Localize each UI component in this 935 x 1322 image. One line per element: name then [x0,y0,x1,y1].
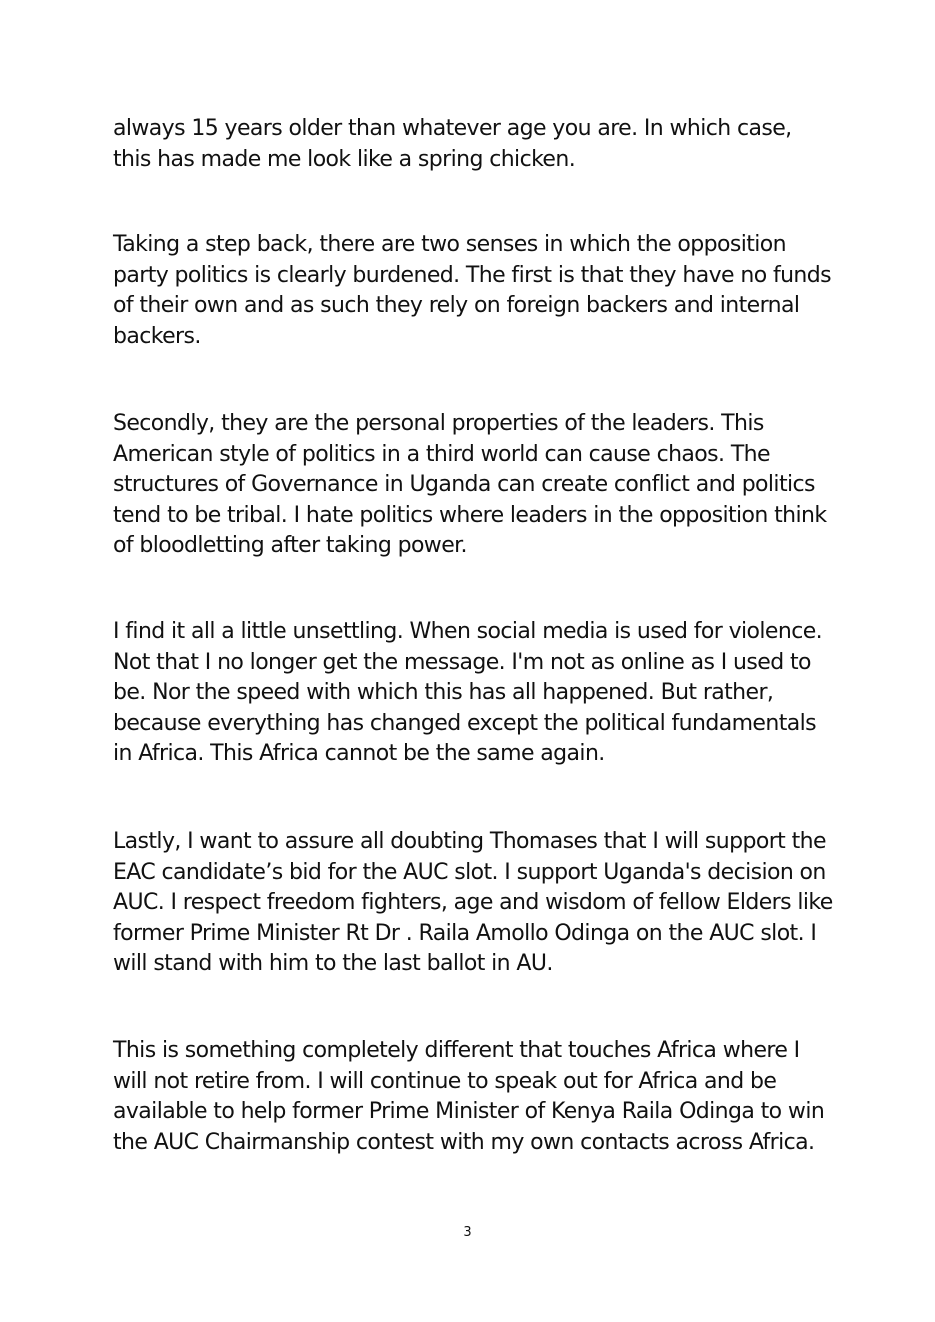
paragraph-social-media: I find it all a little unsettling. When social media is used for violence. Not that I no longer get the message. I'm not as online as I used to be. Nor the speed with which this has all happened. But rather, because everything has changed except the political fundamentals in Africa. This Africa cannot be the same again. [113,619,823,766]
paragraph-auc-support: Lastly, I want to assure all doubting Thomases that I will support the EAC candidate’s bid for the AUC slot. I support Uganda's decision on AUC. I respect freedom fighters, age and wisdom of fellow Elders like former Prime Minister Rt Dr . Raila Amollo Odinga on the AUC slot. I will stand with him to the last ballot in AU. [113,829,833,976]
paragraph-age-remark: always 15 years older than whatever age you are. In which case, this has made me look like a spring chicken. [113,116,792,172]
paragraph-personal-properties: Secondly, they are the personal properties of the leaders. This American style of politics in a third world can cause chaos. The structures of Governance in Uganda can create conflict and politics tend to be tribal. I hate politics where leaders in the opposition think of bloodletting after taking power. [113,411,827,558]
paragraph-opposition-burden: Taking a step back, there are two senses in which the opposition party politics is clearly burdened. The first is that they have no funds of their own and as such they rely on foreign backers and internal backers. [113,232,832,349]
paragraph-africa-commitment: This is something completely different that touches Africa where I will not retire from. I will continue to speak out for Africa and be available to help former Prime Minister of Kenya Raila Odinga to win the AUC Chairmanship contest with my own contacts across Africa. [113,1038,825,1155]
page-number: 3 [463,1225,472,1240]
